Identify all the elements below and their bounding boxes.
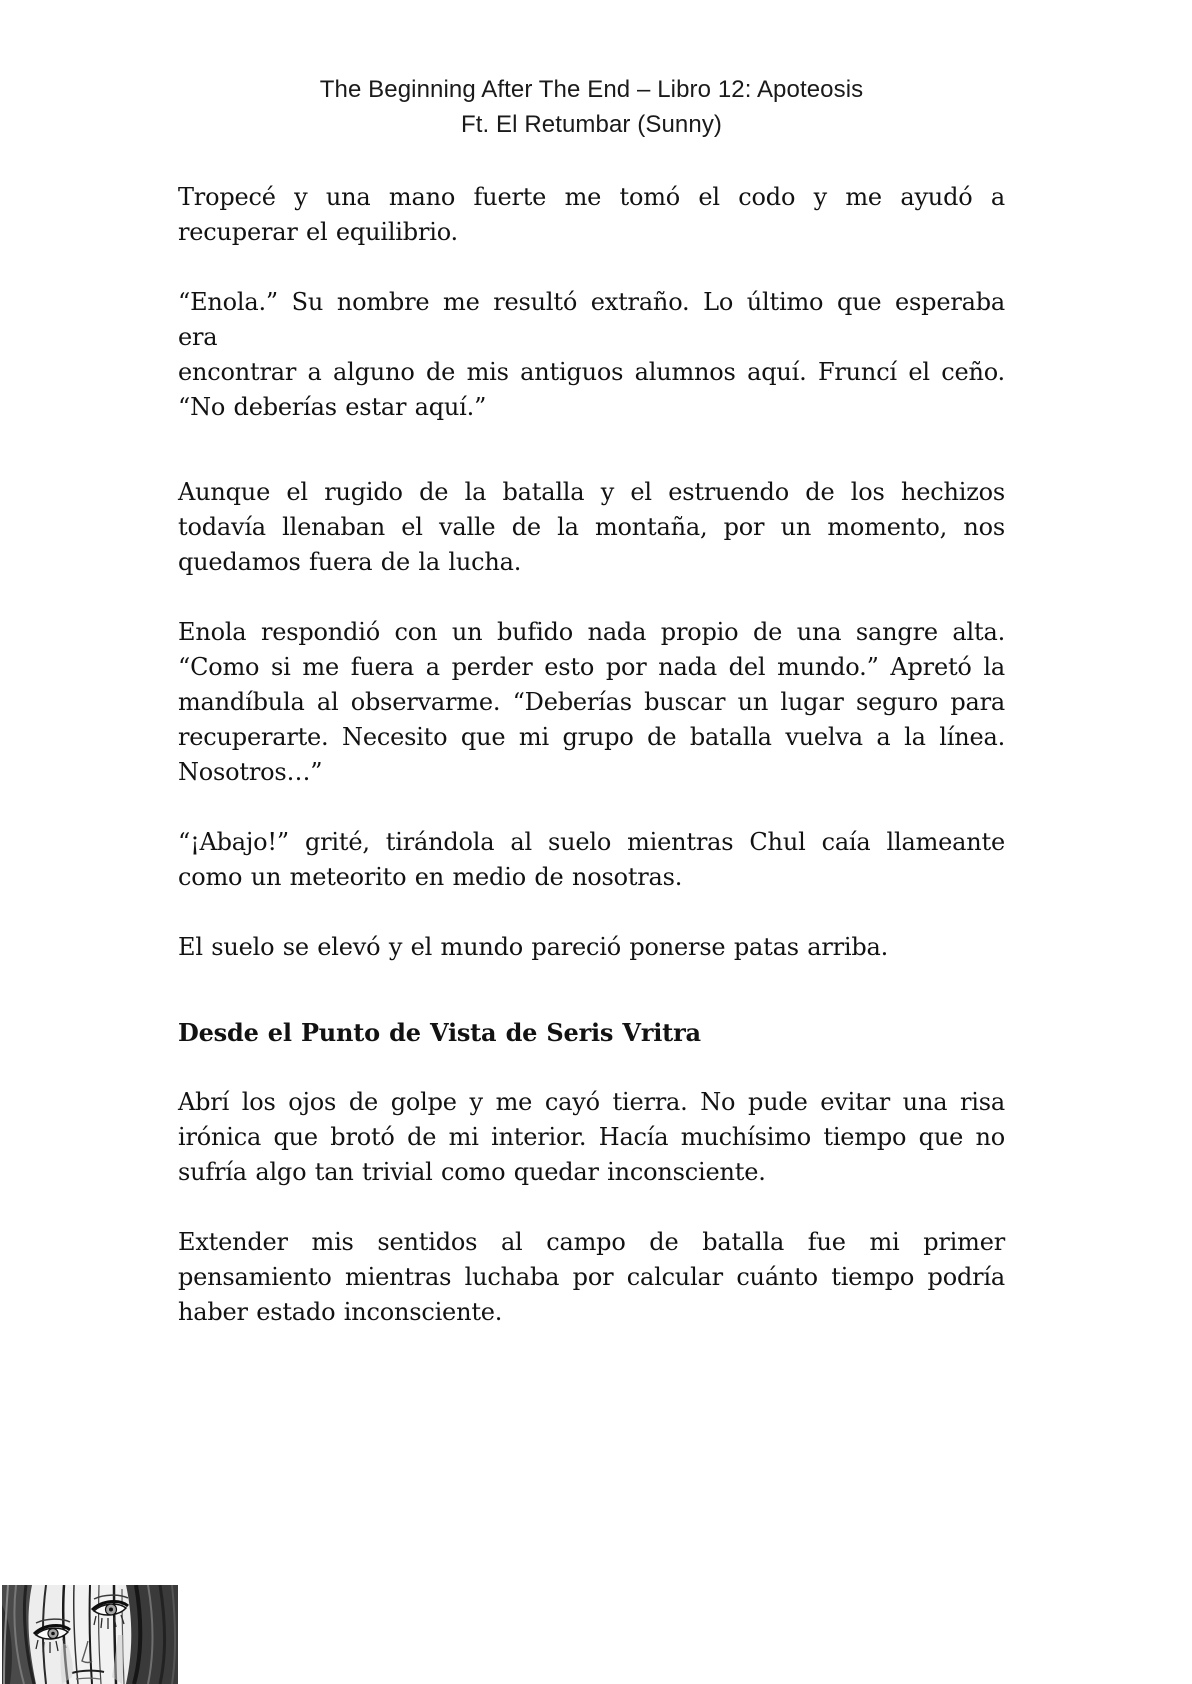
text-line: “¡Abajo!” grité, tirándola al suelo mientras Chul caía llameante: [178, 828, 1005, 856]
text-line: Nosotros…”: [178, 758, 323, 786]
text-line: todavía llenaban el valle de la montaña, por un momento, nos: [178, 513, 1005, 541]
document-header: [178, 0, 1005, 142]
text-line: Aunque el rugido de la batalla y el estruendo de los hechizos: [178, 478, 1005, 506]
manga-face-art: [2, 1585, 178, 1684]
paragraph: [178, 825, 1005, 895]
text-line: Tropecé y una mano fuerte me tomó el codo y me ayudó a: [178, 183, 1005, 211]
text-line: haber estado inconsciente.: [178, 1298, 503, 1326]
text-line: Abrí los ojos de golpe y me cayó tierra. No pude evitar una risa: [178, 1088, 1005, 1116]
paragraph: [178, 615, 1005, 790]
text-line: El suelo se elevó y el mundo pareció ponerse patas arriba.: [178, 933, 889, 961]
paragraph: [178, 285, 1005, 425]
text-line: recuperar el equilibrio.: [178, 218, 458, 246]
text-line: Enola respondió con un bufido nada propio de una sangre alta.: [178, 618, 1005, 646]
text-line: irónica que brotó de mi interior. Hacía muchísimo tiempo que no: [178, 1123, 1005, 1151]
text-line: pensamiento mientras luchaba por calcular cuánto tiempo podría: [178, 1263, 1005, 1291]
text-line: “No deberías estar aquí.”: [178, 393, 487, 421]
text-line: mandíbula al observarme. “Deberías buscar un lugar seguro para: [178, 688, 1005, 716]
paragraph: [178, 1085, 1005, 1190]
paragraph: [178, 930, 1005, 965]
paragraph: [178, 475, 1005, 580]
text-line: como un meteorito en medio de nosotras.: [178, 863, 683, 891]
text-line: Extender mis sentidos al campo de batalla fue mi primer: [178, 1228, 1005, 1256]
document-subtitle: Ft. El Retumbar (Sunny): [460, 111, 723, 138]
text-line: recuperarte. Necesito que mi grupo de batalla vuelva a la línea.: [178, 723, 1005, 751]
text-line: “Enola.” Su nombre me resultó extraño. Lo último que esperaba era: [178, 288, 1005, 351]
text-line: “Como si me fuera a perder esto por nada del mundo.” Apretó la: [178, 653, 1005, 681]
manga-face-illustration: [2, 1585, 178, 1684]
section-heading: [178, 1015, 1005, 1050]
text-line: quedamos fuera de la lucha.: [178, 548, 522, 576]
text-line: sufría algo tan trivial como quedar inconsciente.: [178, 1158, 766, 1186]
paragraph: [178, 1225, 1005, 1330]
text-line: encontrar a alguno de mis antiguos alumnos aquí. Fruncí el ceño.: [178, 358, 1005, 386]
document-body: [178, 180, 1005, 1330]
document-title: The Beginning After The End – Libro 12: Apoteosis: [319, 76, 864, 103]
paragraph: [178, 180, 1005, 250]
text-line: Desde el Punto de Vista de Seris Vritra: [178, 1018, 701, 1047]
